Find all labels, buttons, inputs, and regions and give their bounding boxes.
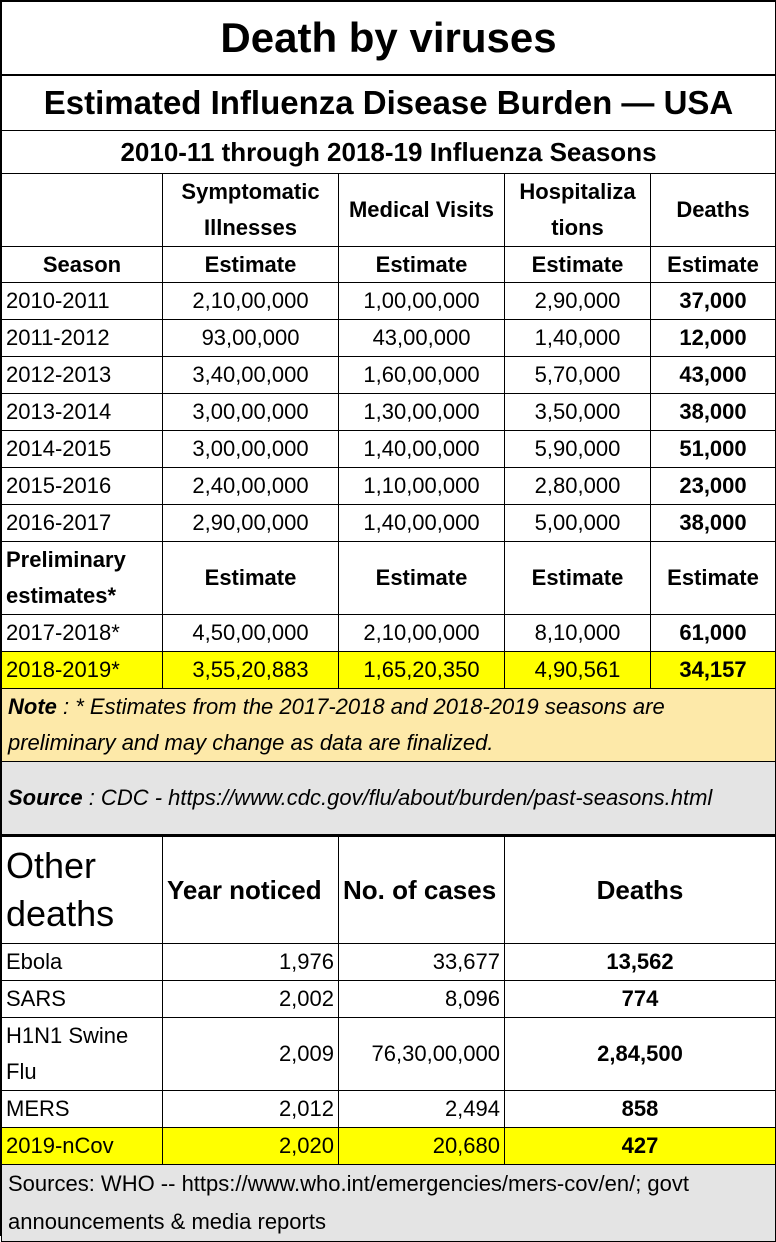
col-header-illnesses: Symptomatic Illnesses [163,174,339,247]
hosp-cell: 8,10,000 [505,615,651,652]
season-cell: 2017-2018* [2,615,163,652]
source-box [2,762,776,836]
deaths-cell: 2,84,500 [505,1018,776,1091]
deaths-cell: 34,157 [651,652,776,689]
illnesses-cell: 2,10,00,000 [163,283,339,320]
visits-cell: 1,10,00,000 [339,468,505,505]
virus-name-cell: Ebola [2,944,163,981]
year-cell: 2,020 [163,1128,339,1165]
table-row [2,981,776,1018]
illnesses-cell: 3,55,20,883 [163,652,339,689]
hosp-cell: 5,70,000 [505,357,651,394]
deaths-cell: 427 [505,1128,776,1165]
flu-burden-subtitle: Estimated Influenza Disease Burden — USA [2,75,776,131]
season-cell: 2013-2014 [2,394,163,431]
note-box [2,689,776,762]
flu-column-header-row [2,174,776,247]
visits-cell: 1,40,00,000 [339,505,505,542]
visits-cell: 1,30,00,000 [339,394,505,431]
deaths-cell: 38,000 [651,505,776,542]
col-header-visits: Medical Visits [339,174,505,247]
prelim-label: Preliminary estimates* [2,542,163,615]
year-cell: 2,009 [163,1018,339,1091]
table-row [2,394,776,431]
prelim-rows [2,615,776,689]
deaths-cell: 774 [505,981,776,1018]
visits-cell: 2,10,00,000 [339,615,505,652]
table-row [2,944,776,981]
cases-cell: 8,096 [339,981,505,1018]
visits-cell: 1,60,00,000 [339,357,505,394]
season-cell: 2018-2019* [2,652,163,689]
season-cell: 2011-2012 [2,320,163,357]
page-title: Death by viruses [2,2,776,76]
deaths-cell: 43,000 [651,357,776,394]
illnesses-cell: 2,40,00,000 [163,468,339,505]
hosp-cell: 2,80,000 [505,468,651,505]
illnesses-cell: 93,00,000 [163,320,339,357]
note-label: Note [8,694,57,719]
blank-header-cell [2,174,163,247]
table-row [2,1091,776,1128]
table-row [2,505,776,542]
deaths-cell: 37,000 [651,283,776,320]
visits-cell: 43,00,000 [339,320,505,357]
season-cell: 2014-2015 [2,431,163,468]
subheader-deaths: Estimate [651,247,776,283]
note-text: : * Estimates from the 2017-2018 and 2018-2019 seasons are preliminary and may change as data are finalized. [8,694,665,755]
cases-cell: 20,680 [339,1128,505,1165]
other-header-row [2,837,776,944]
illnesses-cell: 3,00,00,000 [163,394,339,431]
col-header-deaths: Deaths [651,174,776,247]
year-cell: 2,012 [163,1091,339,1128]
year-cell: 2,002 [163,981,339,1018]
virus-name-cell: 2019-nCov [2,1128,163,1165]
illnesses-cell: 3,40,00,000 [163,357,339,394]
season-cell: 2016-2017 [2,505,163,542]
illnesses-cell: 4,50,00,000 [163,615,339,652]
subheader-season: Season [2,247,163,283]
deaths-cell: 13,562 [505,944,776,981]
season-cell: 2012-2013 [2,357,163,394]
flu-rows [2,283,776,542]
table-row [2,615,776,652]
virus-name-cell: SARS [2,981,163,1018]
table-row [2,357,776,394]
sources-footer: Sources: WHO -- https://www.who.int/emergencies/mers-cov/en/; govt announcements & media reports [2,1165,776,1242]
table-row [2,320,776,357]
deaths-cell: 61,000 [651,615,776,652]
hosp-cell: 5,90,000 [505,431,651,468]
subheader-illnesses: Estimate [163,247,339,283]
hosp-cell: 4,90,561 [505,652,651,689]
seasons-range: 2010-11 through 2018-19 Influenza Seasons [2,131,776,174]
prelim-header-row [2,542,776,615]
cases-cell: 76,30,00,000 [339,1018,505,1091]
cases-cell: 2,494 [339,1091,505,1128]
prelim-deaths-label: Estimate [651,542,776,615]
other-deaths-table [1,836,776,1242]
virus-name-cell: MERS [2,1091,163,1128]
other-header-cases: No. of cases [339,837,505,944]
highlighted-row [2,652,776,689]
source-text: : CDC - https://www.cdc.gov/flu/about/burden/past-seasons.html [82,785,713,810]
col-header-hosp: Hospitaliza tions [505,174,651,247]
year-cell: 1,976 [163,944,339,981]
visits-cell: 1,65,20,350 [339,652,505,689]
hosp-cell: 3,50,000 [505,394,651,431]
visits-cell: 1,00,00,000 [339,283,505,320]
illnesses-cell: 3,00,00,000 [163,431,339,468]
prelim-visits-label: Estimate [339,542,505,615]
season-cell: 2010-2011 [2,283,163,320]
season-cell: 2015-2016 [2,468,163,505]
deaths-cell: 38,000 [651,394,776,431]
highlighted-row [2,1128,776,1165]
table-row [2,431,776,468]
prelim-illnesses-label: Estimate [163,542,339,615]
visits-cell: 1,40,00,000 [339,431,505,468]
deaths-cell: 51,000 [651,431,776,468]
other-header-deaths: Deaths [505,837,776,944]
cases-cell: 33,677 [339,944,505,981]
subheader-visits: Estimate [339,247,505,283]
hosp-cell: 1,40,000 [505,320,651,357]
hosp-cell: 2,90,000 [505,283,651,320]
subheader-hosp: Estimate [505,247,651,283]
prelim-hosp-label: Estimate [505,542,651,615]
deaths-cell: 858 [505,1091,776,1128]
other-header-name: Other deaths [2,837,163,944]
deaths-cell: 23,000 [651,468,776,505]
deaths-cell: 12,000 [651,320,776,357]
table-row [2,1018,776,1091]
source-label: Source [8,785,83,810]
table-row [2,468,776,505]
virus-name-cell: H1N1 Swine Flu [2,1018,163,1091]
flu-burden-table [1,1,776,836]
other-header-year: Year noticed [163,837,339,944]
flu-subheader-row [2,247,776,283]
hosp-cell: 5,00,000 [505,505,651,542]
illnesses-cell: 2,90,00,000 [163,505,339,542]
other-rows [2,944,776,1165]
table-row [2,283,776,320]
